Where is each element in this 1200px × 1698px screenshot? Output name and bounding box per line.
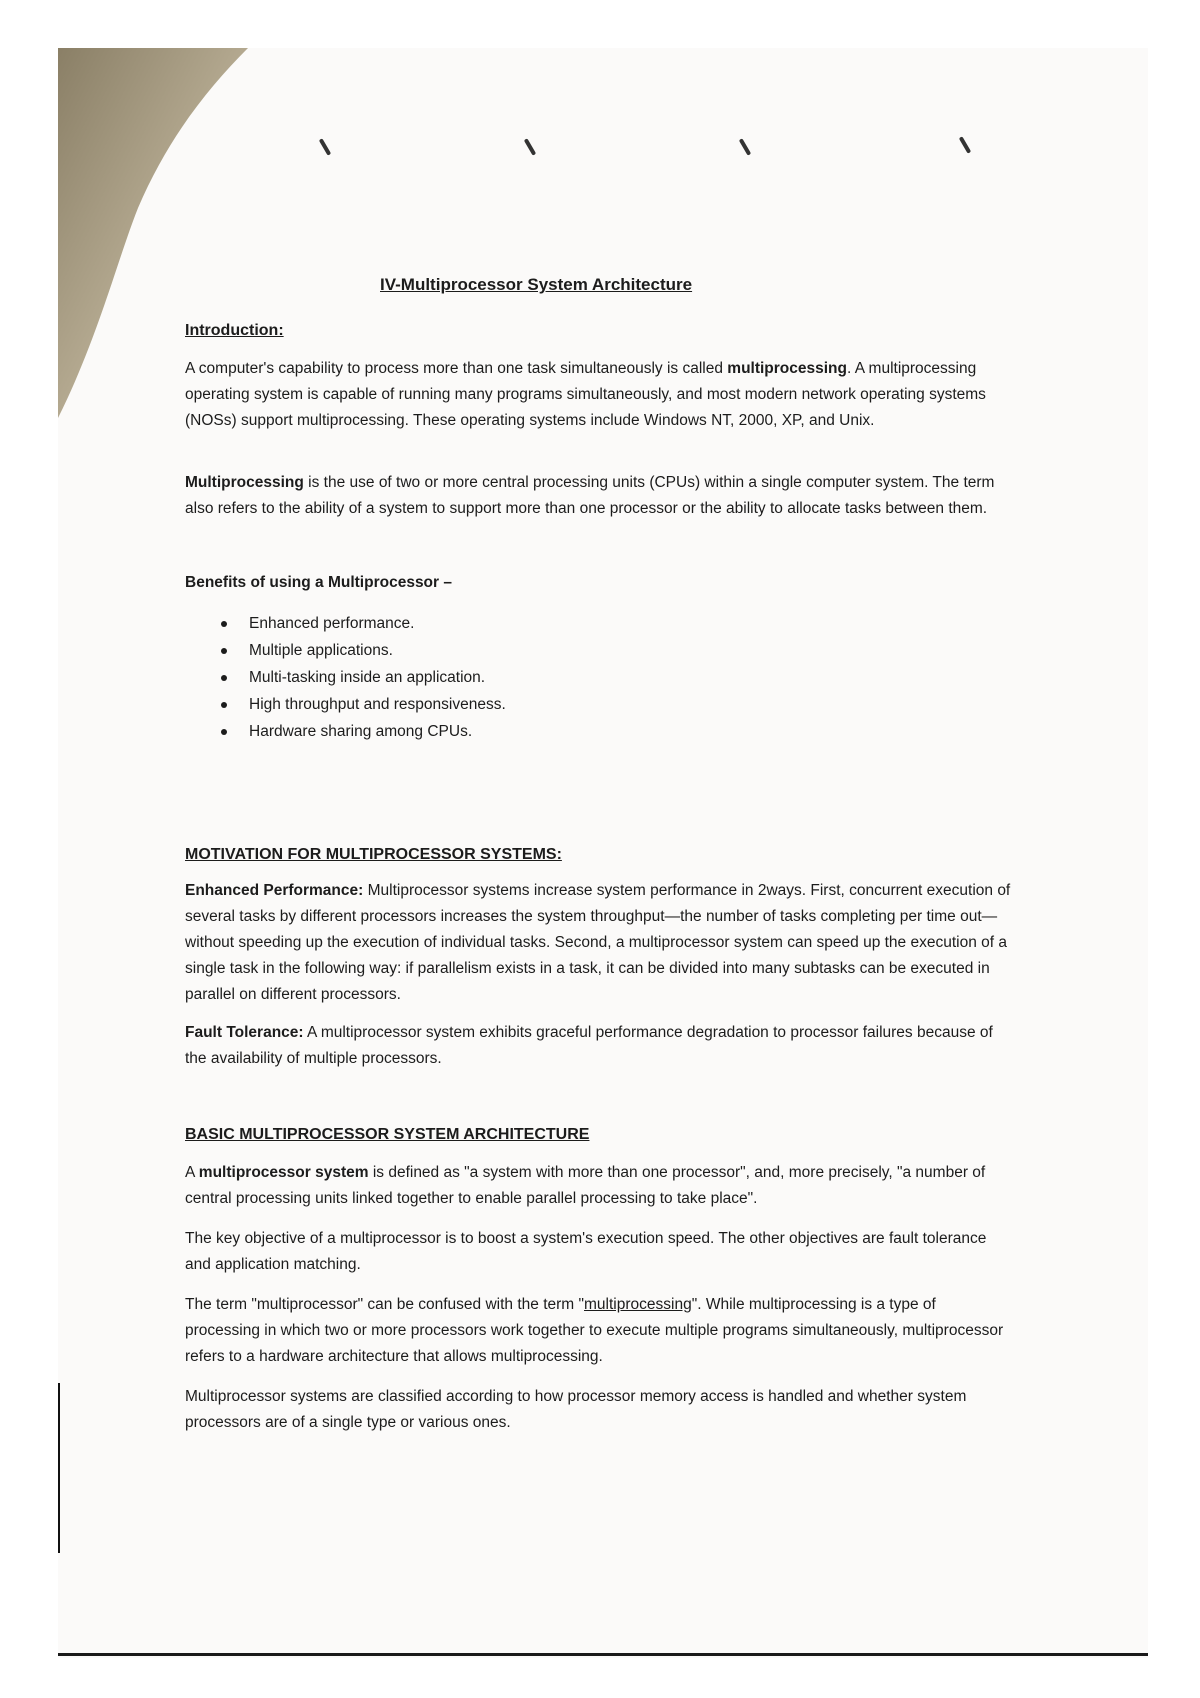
introduction-paragraph-2: Multiprocessing is the use of two or more central processing units (CPUs) within a single computer system. The term also refers to the ability of a system to support more than one processor or the ability to allocate tasks between them. <box>185 474 995 517</box>
architecture-paragraph-1: A multiprocessor system is defined as "a system with more than one processor", and, more precisely, "a number of central processing units linked together to enable parallel processing to take place". <box>185 1164 986 1207</box>
architecture-heading: BASIC MULTIPROCESSOR SYSTEM ARCHITECTURE <box>185 1126 590 1143</box>
architecture-paragraph-3: The term "multiprocessor" can be confused with the term "multiprocessing". While multiprocessing is a type of processing in which two or more processors work together to execute multiple programs simultaneously, multiprocessor refers to a hardware architecture that allows multiprocessing. <box>185 1296 1004 1365</box>
list-item: High throughput and responsiveness. <box>215 691 506 718</box>
architecture-paragraph-4: Multiprocessor systems are classified according to how processor memory access is handled and whether system processors are of a single type or various ones. <box>185 1388 967 1431</box>
introduction-paragraph-1: A computer's capability to process more than one task simultaneously is called multiprocessing. A multiprocessing operating system is capable of running many programs simultaneously, and most modern network operating systems (NOSs) support multiprocessing. These operating systems include Windows NT, 2000, XP, and Unix. <box>185 360 986 429</box>
benefits-heading: Benefits of using a Multiprocessor – <box>185 574 452 591</box>
list-item: Multiple applications. <box>215 637 506 664</box>
list-item: Multi-tasking inside an application. <box>215 664 506 691</box>
multiprocessing-link[interactable]: multiprocessing <box>584 1296 692 1313</box>
benefits-list <box>215 610 506 745</box>
document-title: IV-Multiprocessor System Architecture <box>380 275 693 294</box>
motivation-heading: MOTIVATION FOR MULTIPROCESSOR SYSTEMS: <box>185 846 562 863</box>
motivation-paragraph-2: Fault Tolerance: A multiprocessor system exhibits graceful performance degradation to processor failures because of the availability of multiple processors. <box>185 1024 993 1067</box>
list-item: Hardware sharing among CPUs. <box>215 718 506 745</box>
introduction-heading: Introduction: <box>185 322 284 339</box>
architecture-paragraph-2: The key objective of a multiprocessor is to boost a system's execution speed. The other objectives are fault tolerance and application matching. <box>185 1230 987 1273</box>
motivation-paragraph-1: Enhanced Performance: Multiprocessor systems increase system performance in 2ways. First, concurrent execution of several tasks by different processors increases the system throughput—the number of tasks completing per time out—without speeding up the execution of individual tasks. Second, a multiprocessor system can speed up the execution of a single task in the following way: if parallelism exists in a task, it can be divided into many subtasks can be executed in parallel on different processors. <box>185 882 1011 1003</box>
list-item: Enhanced performance. <box>215 610 506 637</box>
